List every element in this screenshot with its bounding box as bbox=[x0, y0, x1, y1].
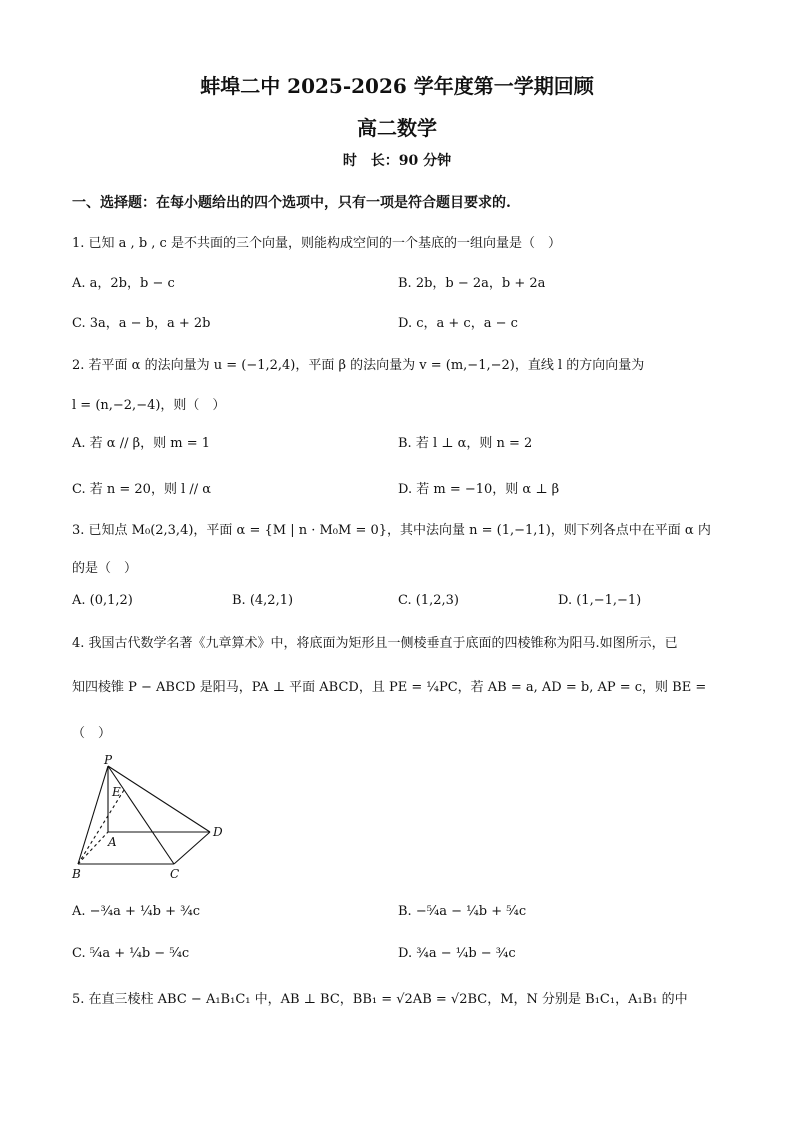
edge-pb bbox=[78, 766, 108, 864]
question-3-option-b: B. (4,2,1) bbox=[232, 593, 294, 608]
question-4-option-c: C. ⁵⁄₄a + ¼b − ⁵⁄₄c bbox=[72, 946, 190, 961]
exam-subject: 高二数学 bbox=[357, 116, 437, 140]
exam-duration: 时 长：90 分钟 bbox=[342, 153, 452, 169]
question-4-option-a: A. −¾a + ¼b + ¾c bbox=[72, 904, 201, 919]
question-3-option-c: C. (1,2,3) bbox=[398, 593, 459, 608]
question-1-option-d: D. c，a + c，a − c bbox=[398, 316, 518, 331]
edge-cd bbox=[174, 832, 210, 864]
edge-pd bbox=[108, 766, 210, 832]
question-2-option-b: B. 若 l ⊥ α，则 n = 2 bbox=[398, 436, 533, 451]
label-a: A bbox=[108, 835, 117, 849]
question-1-option-b: B. 2b，b − 2a，b + 2a bbox=[398, 276, 546, 291]
label-p: P bbox=[104, 753, 113, 767]
question-1-option-a: A. a，2b，b − c bbox=[72, 276, 175, 291]
question-4-stem-line-2: 知四棱锥 P − ABCD 是阳马，PA ⊥ 平面 ABCD，且 PE = ¼PC，若 AB = a, AD = b, AP = c，则 BE = bbox=[72, 680, 707, 695]
question-4-option-d: D. ¾a − ¼b − ¾c bbox=[398, 946, 516, 961]
pyramid-figure bbox=[70, 752, 240, 882]
label-b: B bbox=[72, 867, 81, 881]
label-c: C bbox=[170, 867, 180, 881]
label-d: D bbox=[213, 825, 223, 839]
question-1-option-c: C. 3a，a − b，a + 2b bbox=[72, 316, 211, 331]
question-1-stem: 1. 已知 a , b , c 是不共面的三个向量，则能构成空间的一个基底的一组向量是（ ） bbox=[72, 236, 561, 251]
question-2-option-a: A. 若 α // β，则 m = 1 bbox=[72, 436, 210, 451]
edge-pc bbox=[108, 766, 174, 864]
question-3-option-d: D. (1,−1,−1) bbox=[558, 593, 642, 608]
segment-be bbox=[78, 790, 124, 864]
question-3-option-a: A. (0,1,2) bbox=[72, 593, 133, 608]
question-4-option-b: B. −⁵⁄₄a − ¼b + ⁵⁄₄c bbox=[398, 904, 527, 919]
question-3-stem-line-2: 的是（ ） bbox=[72, 561, 138, 576]
section-heading: 一、选择题：在每小题给出的四个选项中，只有一项是符合题目要求的. bbox=[72, 195, 511, 211]
question-4-stem-line-1: 4. 我国古代数学名著《九章算术》中，将底面为矩形且一侧棱垂直于底面的四棱锥称为阳马.如图所示，已 bbox=[72, 636, 678, 651]
label-e: E bbox=[112, 785, 121, 799]
question-5-stem-line-1: 5. 在直三棱柱 ABC − A₁B₁C₁ 中，AB ⊥ BC，BB₁ = √2AB = √2BC，M，N 分别是 B₁C₁，A₁B₁ 的中 bbox=[72, 992, 688, 1007]
question-2-stem-line-1: 2. 若平面 α 的法向量为 u = (−1,2,4)，平面 β 的法向量为 v = (m,−1,−2)，直线 l 的方向向量为 bbox=[72, 358, 645, 373]
question-4-stem-line-3: （ ） bbox=[72, 726, 112, 741]
exam-title: 蚌埠二中 2025-2026 学年度第一学期回顾 bbox=[200, 74, 594, 98]
question-2-option-d: D. 若 m = −10，则 α ⊥ β bbox=[398, 482, 560, 497]
question-2-stem-line-2: l = (n,−2,−4)，则（ ） bbox=[72, 398, 226, 413]
question-2-option-c: C. 若 n = 20，则 l // α bbox=[72, 482, 212, 497]
question-3-stem-line-1: 3. 已知点 M₀(2,3,4)，平面 α = {M | n · M₀M = 0}，其中法向量 n = (1,−1,1)，则下列各点中在平面 α 内 bbox=[72, 523, 711, 538]
